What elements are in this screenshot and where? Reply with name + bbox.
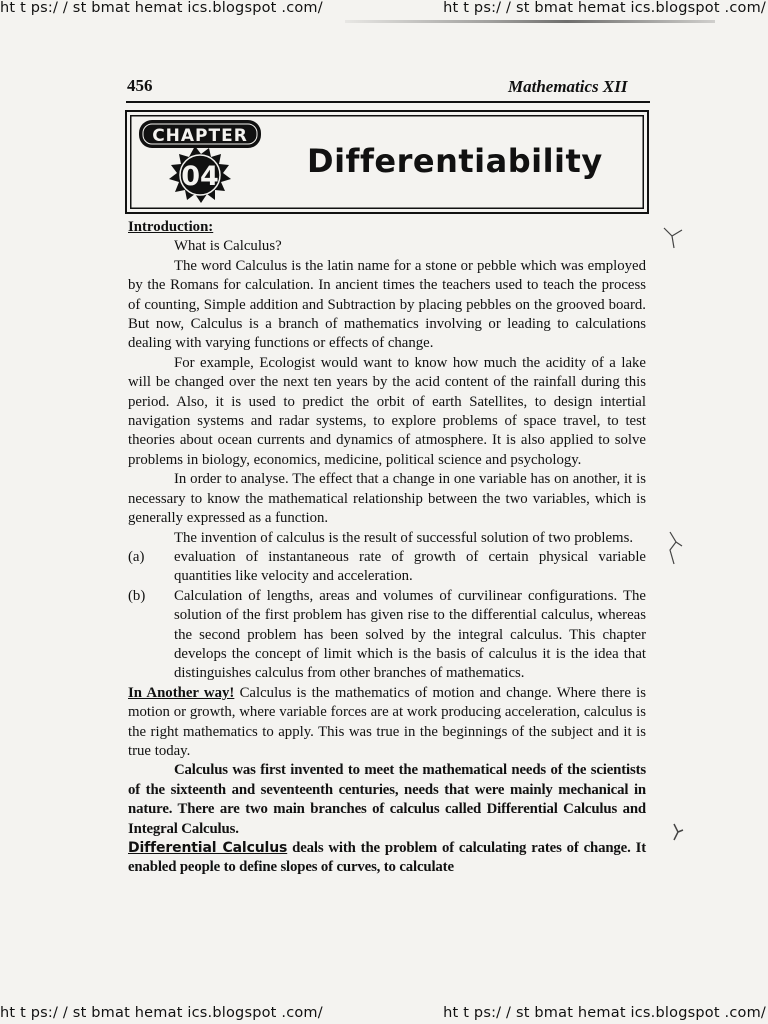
chapter-title: Differentiability (307, 142, 603, 180)
another-way-heading: In Another way! (128, 684, 235, 701)
differential-calculus-text: deals with the problem of calculating rates of change. It enabled people to define slopes of curves, to calculate (128, 840, 646, 876)
watermark-url-top-left: ht t ps:/ / st bmat hemat ics.blogspot .com/ (0, 0, 323, 16)
watermark-url-top-right: ht t ps:/ / st bmat hemat ics.blogspot .com/ (443, 0, 766, 16)
chapter-label: CHAPTER (152, 126, 248, 146)
chapter-banner (125, 110, 649, 214)
page-body (128, 218, 646, 878)
list-item (128, 587, 646, 684)
margin-mark-2 (662, 528, 686, 568)
chapter-number: 04 (181, 161, 219, 192)
introduction-heading: Introduction: (128, 219, 214, 235)
paragraph-1: The word Calculus is the latin name for a stone or pebble which was employed by the Romans for calculation. In ancient times the teachers used to teach the process of counting, Simple addition and Subtraction by placing pebbles on the grooved board. But now, Calculus is a branch of mathematics involving or leading to calculations dealing with varying functions or effects of change. (128, 257, 646, 352)
paragraph-4: The invention of calculus is the result of successful solution of two problems. (174, 529, 634, 546)
list-item-text: Calculation of lengths, areas and volumes of curvilinear configurations. The solution of the first problem has given rise to the differential calculus, whereas the second problem has been solved by the integral calculus. This chapter develops the concept of limit which is the basis of calculus it is the idea that distinguishes calculus from other branches of mathematics. (174, 587, 646, 682)
paragraph-5: Calculus was first invented to meet the mathematical needs of the scientists of the sixteenth and seventeenth centuries, needs that were mainly mechanical in nature. There are two main branches of calculus called Differential Calculus and Integral Calculus. (128, 762, 646, 837)
differential-calculus-paragraph (128, 839, 646, 878)
margin-mark-3 (668, 820, 688, 844)
chapter-badge (137, 118, 267, 210)
scan-artifact-line (345, 20, 715, 23)
differential-calculus-heading: Differential Calculus (128, 840, 288, 856)
list-item-text: evaluation of instantaneous rate of growth of certain physical variable quantities like velocity and acceleration. (174, 548, 646, 585)
book-title: Mathematics XII (508, 77, 628, 96)
page-number: 456 (127, 76, 153, 95)
another-way-paragraph (128, 684, 646, 762)
question-line: What is Calculus? (174, 238, 282, 255)
list-item-label: (a) (128, 548, 145, 565)
paragraph-2: For example, Ecologist would want to know how much the acidity of a lake will be changed over the next ten years by the acid content of the rainfall during this period. Also, it is used to predict the orbit of earth Satellites, to design intertial navigation systems and radar systems, to explore problems of space travel, to test theories about ocean currents and dynamics of atmosphere. It is also applied to solve problems in biology, economics, medicine, political science and psychology. (128, 354, 646, 468)
watermark-url-bottom-left: ht t ps:/ / st bmat hemat ics.blogspot .com/ (0, 1005, 323, 1021)
margin-mark-1 (660, 222, 690, 252)
list-item-label: (b) (128, 587, 146, 604)
list-item (128, 548, 646, 587)
watermark-url-bottom-right: ht t ps:/ / st bmat hemat ics.blogspot .com/ (443, 1005, 766, 1021)
another-way-text: Calculus is the mathematics of motion and change. Where there is motion or growth, where variable forces are at work producing acceleration, calculus is the right mathematics to apply. This was true in the beginnings of the subject and it is true today. (128, 684, 646, 759)
header-rule (126, 101, 650, 103)
paragraph-3: In order to analyse. The effect that a change in one variable has on another, it is necessary to know the mathematical relationship between the two variables, which is generally expressed as a function. (128, 471, 646, 527)
bold-block (128, 761, 646, 877)
